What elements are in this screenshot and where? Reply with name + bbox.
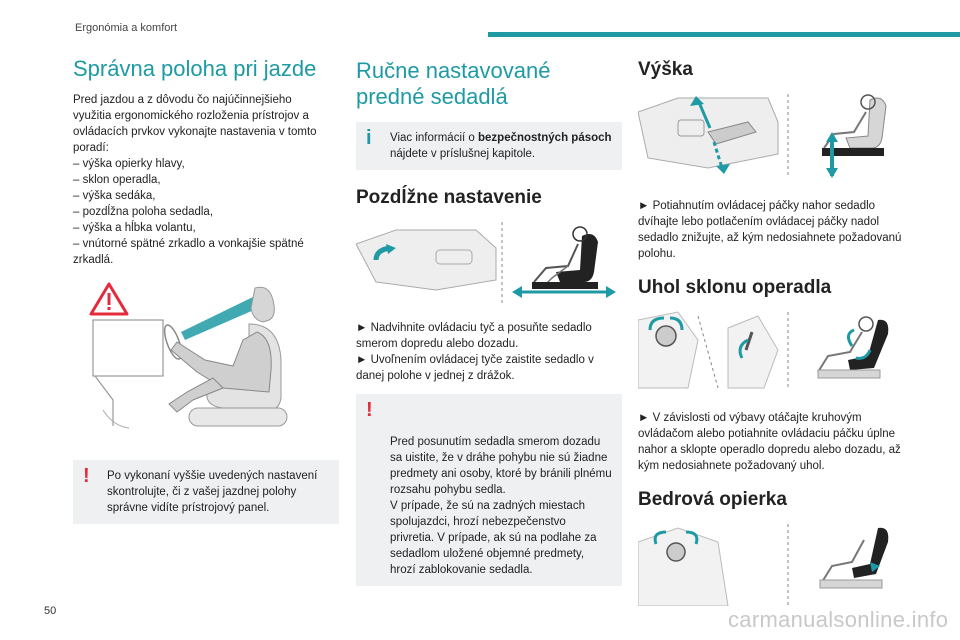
intro-text — [73, 92, 339, 268]
intro-line: poradí: — [73, 142, 109, 154]
lumbar-support-figure — [638, 522, 908, 606]
subsection-title-longitudinal: Pozdĺžne nastavenie — [356, 187, 542, 208]
warning-text: Pred posunutím sedadla smerom dozadu sa uistite, že v dráhe pohybu nie sú žiadne predmety ani osoby, ktoré by bránili plnému rozsahu pohybu sedla. V prípade, že sú na zadných miestach spolujazdci, hrozí nebezpečenstvo privretia. V prípade, ak sú na podlahe za sedadlom uložené objemné predmety, hrozí zablokovanie sedadla. — [390, 436, 612, 576]
info-text-post: nájdete v príslušnej kapitole. — [390, 148, 536, 160]
page-number: 50 — [44, 605, 57, 617]
column-height-recline-lumbar — [638, 54, 908, 606]
height-adjustment-figure — [638, 92, 908, 178]
longitudinal-adjustment-figure — [356, 220, 622, 304]
intro-line: zrkadlá. — [73, 254, 114, 266]
recline-adjustment-figure — [638, 310, 908, 390]
intro-line: využitia ergonomického rozloženia prístrojov a — [73, 110, 309, 122]
warning-note-instrument-panel — [73, 460, 339, 524]
intro-line: – vnútorné spätné zrkadlo a vonkajšie spätné — [73, 238, 304, 250]
section-title-manual-seats: Ručne nastavované predné sedadlá — [356, 58, 551, 109]
info-text-bold: bezpečnostných pásoch — [478, 132, 612, 144]
site-watermark: carmanualsonline.info — [728, 607, 949, 632]
recline-instructions: ► V závislosti od výbavy otáčajte kruhovým ovládačom alebo potiahnite ovládaciu páčku úplne nahor a sklopte operadlo dopredu alebo dozadu, až kým nedosiahnete požadovaný uhol. — [638, 412, 901, 472]
warning-note-seat-movement — [356, 394, 622, 586]
column-driving-position — [73, 54, 339, 524]
height-instructions: ► Potiahnutím ovládacej páčky nahor sedadlo dvíhajte lebo potlačením ovládacej páčky nadol sedadlo znižujte, až kým nedosiahnete požadovanú polohu. — [638, 200, 902, 260]
warning-text: Po vykonaní vyššie uvedených nastavení skontrolujte, či z vašej jazdnej polohy správne vidíte prístrojový panel. — [107, 470, 318, 514]
warning-exclamation-icon: ! — [366, 399, 373, 421]
info-text-pre: Viac informácií o — [390, 132, 478, 144]
info-icon: i — [366, 127, 372, 149]
intro-line: – výška a hĺbka volantu, — [73, 222, 196, 234]
warning-triangle-icon — [91, 284, 127, 314]
subsection-title-lumbar: Bedrová opierka — [638, 489, 787, 510]
subsection-title-height: Výška — [638, 59, 693, 80]
driving-position-figure — [73, 280, 339, 430]
step-lift-bar: ► Nadvihnite ovládaciu tyč a posuňte sedadlo smerom dopredu alebo dozadu. — [356, 322, 592, 350]
intro-line: Pred jazdou a z dôvodu čo najúčinnejšieho — [73, 94, 292, 106]
intro-line: – výška sedáka, — [73, 190, 156, 202]
section-title-driving-position: Správna poloha pri jazde — [73, 56, 317, 81]
step-release-bar: ► Uvoľnením ovládacej tyče zaistite sedadlo v danej polohe v jednej z drážok. — [356, 354, 594, 382]
info-note-seatbelts — [356, 122, 622, 170]
subsection-title-recline: Uhol sklonu operadla — [638, 277, 832, 298]
intro-line: – sklon operadla, — [73, 174, 161, 186]
intro-line: – pozdĺžna poloha sedadla, — [73, 206, 214, 218]
running-header: Ergonómia a komfort — [75, 22, 178, 34]
intro-line: ovládacích prvkov vykonajte nastavenia v tomto — [73, 126, 317, 138]
warning-exclamation-icon: ! — [83, 465, 90, 487]
column-manual-seats — [356, 54, 622, 586]
intro-line: – výška opierky hlavy, — [73, 158, 185, 170]
header-accent-bar — [488, 32, 960, 37]
